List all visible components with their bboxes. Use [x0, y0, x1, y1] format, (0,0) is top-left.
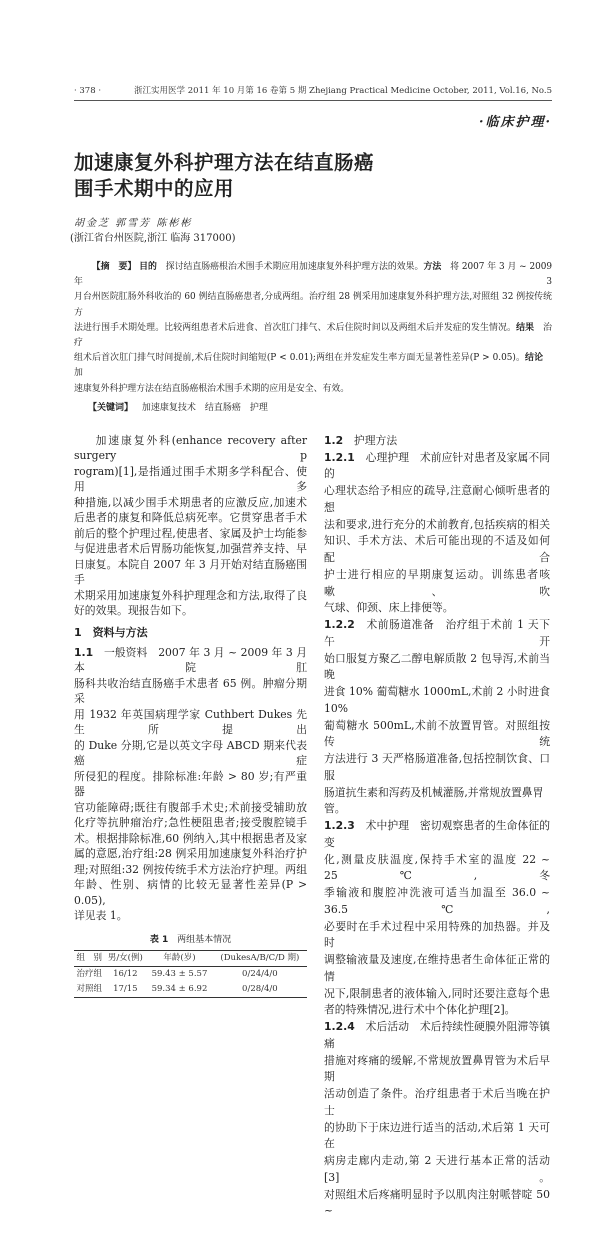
text-segment: 加: [74, 353, 553, 379]
text-line: [74, 351, 552, 381]
text-line: 者的特殊情况,进行术中个体化护理[2]。: [324, 1003, 516, 1017]
table-cell: 59.34 ± 6.92: [151, 983, 208, 994]
text-segment: 心理护理 术前应针对患者及家属不同的: [324, 450, 550, 481]
text-line: 季输液和腹腔冲洗液可适当加温至 36.0 ~ 36.5℃,: [324, 886, 550, 916]
table-cell: 17/15: [113, 983, 138, 994]
text-line: 况下,限制患者的液体输入,同时还要注意每个患: [324, 986, 550, 1000]
text-line: [324, 818, 550, 852]
text-line: [324, 433, 550, 450]
bold-label: 1.2.4: [324, 1020, 355, 1034]
text-line: 必要时在手术过程中采用特殊的加热器。并及时: [324, 919, 550, 950]
text-line: 进食 10% 葡萄糖水 1000mL,术前 2 小时进食 10%: [324, 685, 550, 715]
article-title-line-1: 加速康复外科护理方法在结直肠癌: [74, 151, 375, 174]
table-cell: 0/28/4/0: [242, 983, 278, 994]
text-line: 始口服复方聚乙二醇电解质散 2 包导泻,术前当晚: [324, 651, 550, 682]
text-line: 速康复外科护理方法在结直肠癌根治术围手术期的应用是安全、有效。: [74, 383, 350, 394]
table-row: [74, 982, 307, 998]
running-header: [74, 84, 552, 96]
text-segment: 一般资料 2007 年 3 月 ~ 2009 年 3 月本院肛: [74, 645, 307, 675]
text-segment: 探讨结直肠癌根治术围手术期应用加速康复外科护理方法的效果。: [156, 262, 424, 272]
text-line: 的协助下于床边进行适当的活动,术后第 1 天可在: [324, 1120, 550, 1151]
general-data-paragraph: [74, 645, 307, 924]
bold-label: 结论: [525, 353, 544, 364]
text-line: 知识、手术方法、术后可能出现的不适及如何配合: [324, 534, 550, 565]
text-segment: 术中护理 密切观察患者的生命体征的变: [324, 819, 550, 849]
text-line: 详见表 1。: [74, 909, 128, 923]
text-line: 调整输液量及速度,在维持患者生命体征正常的情: [324, 953, 550, 983]
text-line: 方法进行 3 天严格肠道准备,包括控制饮食、口服: [324, 752, 550, 782]
bold-label: 1.1: [74, 645, 94, 659]
table-1: [74, 950, 307, 998]
text-line: 前后的整个护理过程,使患者、家属及护士均能参: [74, 526, 307, 540]
keywords-label: 【关键词】: [88, 402, 134, 413]
text-line: 术。根据排除标准,60 例纳入,其中根据患者及家: [74, 831, 307, 845]
table-column-header: (DukesA/B/C/D 期): [220, 952, 300, 963]
table-caption-label: 表 1: [149, 934, 169, 945]
text-line: 用 1932 年英国病理学家 Cuthbert Dukes 先生所提出: [74, 707, 307, 737]
text-line: 年龄、性别、病情的比较无显著性差异(P > 0.05),: [74, 878, 307, 907]
table-cell: 16/12: [113, 968, 138, 979]
text-line: [74, 260, 552, 290]
text-line: 气球、仰颈、床上排便等。: [324, 601, 454, 615]
text-line: 好的效果。现报告如下。: [74, 604, 193, 618]
intro-paragraph: [74, 433, 307, 619]
text-line: 属的意愿,治疗组:28 例采用加速康复外科治疗护: [74, 847, 307, 861]
bold-label: 方法: [423, 262, 442, 272]
text-line: 肠道抗生素和泻药及机械灌肠,并常规放置鼻胃管。: [324, 785, 544, 816]
text-line: rogram)[1],是指通过围手术期多学科配合、使用多: [74, 464, 307, 494]
text-segment: 法进行围手术期处理。比较两组患者术后进食、首次肛门排气、术后住院时间以及两组术后并发症的发生情况。: [74, 322, 517, 333]
text-line: 的 Duke 分期,它是以英文字母 ABCD 期来代表癌症: [74, 738, 307, 768]
table-header-row: [74, 950, 307, 966]
text-line: 化,测量皮肤温度,保持手术室的温度 22 ~ 25℃,冬: [324, 852, 550, 883]
text-line: 护士进行相应的早期康复运动。训练患者咳嗽、吹: [324, 567, 550, 598]
table-caption-text: 两组基本情况: [177, 934, 232, 945]
text-line: 肠科共收治结直肠癌手术患者 65 例。肿瘤分期采: [74, 676, 307, 706]
bold-label: 1.2.1: [324, 450, 355, 464]
text-segment: 治疗: [74, 322, 553, 349]
text-line: 加速康复外科(enhance recovery after surgery p: [74, 433, 307, 463]
table-column-header: 组 别: [76, 952, 102, 963]
table-column-header: 年龄(岁): [163, 952, 196, 963]
section-label: ·临床护理·: [478, 115, 552, 130]
text-segment: 护理方法: [343, 433, 398, 447]
table-cell: 59.43 ± 5.57: [151, 968, 208, 979]
bold-label: 1.2.2: [324, 618, 355, 632]
keywords: [88, 401, 552, 415]
journal-header: 浙江实用医学 2011 年 10 月第 16 卷第 5 期 Zhejiang Practical Medicine October, 2011, Vol.16, No.5: [134, 86, 552, 96]
text-line: [324, 1019, 550, 1053]
text-line: 月台州医院肛肠外科收治的 60 例结直肠癌患者,分成两组。治疗组 28 例采用加速康复外科护理方法,对照组 32 例按传统方: [74, 292, 552, 318]
text-line: 后患者的康复和降低总病死率。它贯穿患者手术: [74, 511, 307, 525]
text-line: 官功能障碍;既往有腹部手术史;术前接受辅助放: [74, 800, 307, 814]
body-columns: [74, 433, 552, 1220]
text-line: 理;对照组:32 例按传统手术方法治疗护理。两组: [74, 862, 307, 876]
text-line: 化疗等抗肿瘤治疗;急性梗阻患者;接受腹腔镜手: [74, 816, 307, 830]
text-line: 法和要求,进行充分的术前教育,包括疾病的相关: [324, 517, 550, 531]
text-line: [74, 645, 307, 676]
text-line: 病房走廊内走动,第 2 天进行基本正常的活动[3]。: [324, 1154, 550, 1184]
text-segment: 将 2007 年 3 月 ~ 2009 年 3: [74, 262, 553, 288]
left-column: [74, 433, 307, 998]
text-line: 措施对疼痛的缓解,不常规放置鼻胃管为术后早期: [324, 1053, 550, 1084]
nursing-methods: [324, 433, 550, 1220]
text-line: 日康复。本院自 2007 年 3 月开始对结直肠癌围手: [74, 557, 307, 587]
text-line: 所侵犯的程度。排除标准:年龄 > 80 岁;有严重器: [74, 769, 307, 799]
table-cell: 对照组: [76, 983, 102, 994]
bold-label: 【摘 要】: [91, 262, 137, 272]
text-segment: 术前肠道准备 治疗组于术前 1 天下午开: [324, 618, 550, 648]
page-number: · 378 ·: [74, 86, 102, 96]
abstract: [74, 260, 552, 397]
table-caption: [74, 934, 307, 946]
text-line: [324, 617, 550, 651]
article-title-line-2: 围手术期中的应用: [74, 177, 235, 200]
bold-label: 1.2: [324, 433, 344, 447]
text-segment: 术后活动 术后持续性硬膜外阻滞等镇痛: [324, 1020, 550, 1050]
affiliation: (浙江省台州医院,浙江 临海 317000): [70, 233, 236, 244]
table-cell: 治疗组: [76, 968, 102, 979]
keywords-text: 加速康复技术 结直肠癌 护理: [141, 402, 268, 413]
text-line: 种措施,以减少围手术期患者的应激反应,加速术: [74, 495, 307, 509]
text-line: 与促进患者术后胃肠功能恢复,加强营养支持、早: [74, 542, 307, 556]
bold-label: 结果: [516, 322, 535, 333]
text-line: 心理状态给予相应的疏导,注意耐心倾听患者的想: [324, 484, 550, 514]
text-line: 葡萄糖水 500mL,术前不放置胃管。对照组按传统: [324, 718, 550, 749]
header-rule: [74, 100, 552, 101]
text-line: [74, 321, 552, 351]
text-line: 术期采用加速康复外科护理理念和方法,取得了良: [74, 588, 307, 602]
text-line: 活动创造了条件。治疗组患者于术后当晚在护士: [324, 1087, 550, 1117]
table-row: [74, 966, 307, 982]
article-title: [74, 150, 552, 202]
bold-label: 目的: [139, 262, 157, 272]
bold-label: 1.2.3: [324, 819, 355, 833]
table-cell: 0/24/4/0: [242, 968, 278, 979]
authors: 胡金芝 郭雪芳 陈彬彬: [74, 218, 193, 229]
text-line: [324, 450, 550, 484]
text-line: 对照组术后疼痛明显时予以肌肉注射哌替啶 50 ~: [324, 1187, 550, 1218]
table-column-header: 男/女(例): [107, 952, 143, 963]
section-heading-1: 1 资料与方法: [74, 625, 148, 639]
text-segment: 组术后首次肛门排气时间提前,术后住院时间缩短(P < 0.01);两组在并发症发生率方面无显著性差异(P > 0.05)。: [74, 353, 526, 364]
